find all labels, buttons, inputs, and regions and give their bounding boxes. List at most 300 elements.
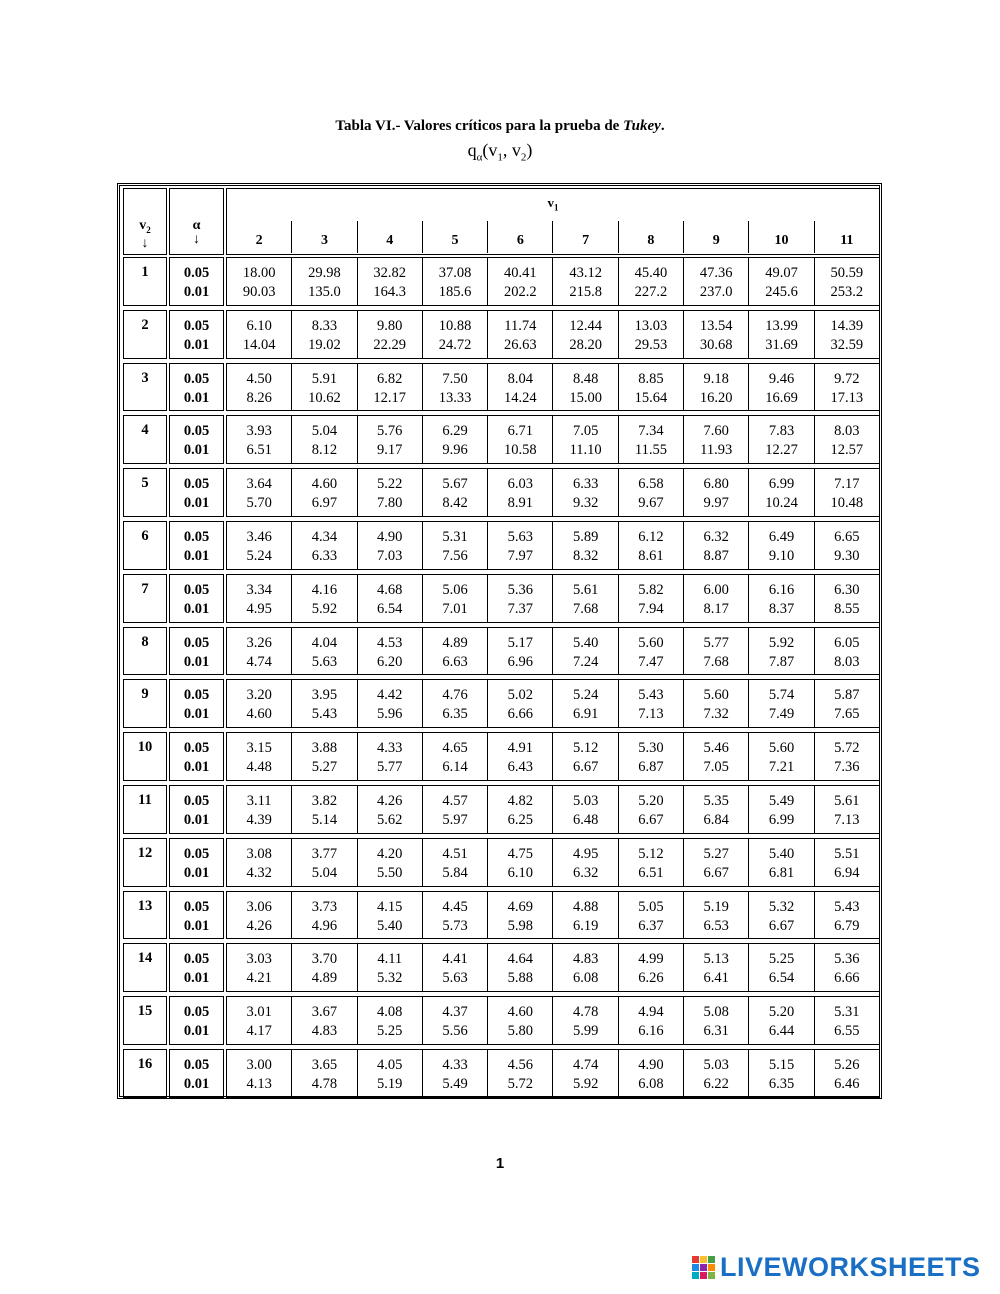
table-cell (422, 786, 487, 833)
value-05: 9.80 (377, 317, 403, 334)
value-01: 9.67 (638, 495, 664, 512)
value-01: 7.68 (703, 653, 729, 670)
table-cell (487, 364, 552, 411)
v2-cell (123, 257, 167, 306)
logo-square (700, 1256, 707, 1263)
value-01: 4.83 (311, 1023, 338, 1040)
table-cell (357, 944, 422, 991)
value-01: 5.43 (311, 706, 338, 723)
value-05: 6.32 (703, 529, 729, 545)
value-01: 15.64 (634, 389, 668, 406)
alpha-values (170, 997, 223, 1041)
value-05: 5.92 (768, 634, 795, 651)
column-header: 6 (487, 221, 552, 253)
table-row (227, 311, 879, 358)
value-01: 6.33 (311, 548, 338, 564)
value-01: 7.47 (638, 653, 664, 670)
table-cell (748, 839, 813, 886)
value-01: 12.17 (373, 389, 407, 406)
v2-cell (123, 415, 167, 464)
value-01: 6.84 (703, 812, 729, 828)
table-cell (618, 416, 683, 463)
value-01: 7.32 (703, 706, 729, 723)
value-01: 10.48 (830, 495, 864, 512)
table-cell (683, 364, 748, 411)
alpha-01: 0.01 (183, 917, 210, 934)
value-01: 5.40 (377, 917, 403, 934)
value-05: 4.90 (638, 1057, 664, 1073)
alpha-cell (169, 943, 224, 992)
value-01: 4.96 (311, 917, 338, 934)
logo-square (708, 1264, 715, 1271)
alpha-cell (169, 891, 224, 940)
value-01: 17.13 (830, 389, 864, 406)
alpha-05: 0.05 (183, 793, 210, 809)
v2-value: 11 (138, 792, 152, 808)
value-05: 5.43 (834, 898, 860, 915)
value-05: 3.08 (246, 845, 272, 862)
table-cell (422, 575, 487, 622)
table-cell (748, 522, 813, 569)
table-cell (227, 1050, 291, 1097)
v2-cell (123, 891, 167, 940)
value-01: 5.62 (377, 812, 403, 828)
column-header: 8 (618, 221, 683, 253)
value-01: 4.39 (246, 812, 272, 828)
alpha-values (170, 892, 223, 936)
table-row (227, 680, 879, 727)
table-cell (683, 575, 748, 622)
value-05: 5.26 (834, 1057, 860, 1073)
alpha-05: 0.05 (183, 1004, 210, 1021)
alpha-values (170, 416, 223, 460)
alpha-05: 0.05 (183, 317, 210, 334)
value-05: 3.65 (311, 1057, 338, 1073)
brand-text: LIVEWORKSHEETS (720, 1251, 981, 1282)
v2-cell (123, 679, 167, 728)
value-05: 5.08 (703, 1004, 729, 1021)
table-cell (618, 364, 683, 411)
alpha-05: 0.05 (183, 687, 210, 704)
table-cell (487, 944, 552, 991)
value-01: 164.3 (373, 284, 407, 300)
value-01: 5.97 (442, 812, 468, 828)
table-cell (422, 469, 487, 516)
value-01: 7.03 (377, 548, 403, 564)
value-05: 4.08 (377, 1004, 403, 1021)
table-row (227, 1050, 879, 1097)
value-01: 4.48 (246, 759, 272, 776)
alpha-01: 0.01 (183, 970, 210, 987)
value-05: 3.00 (246, 1057, 272, 1073)
value-01: 5.99 (572, 1023, 599, 1040)
value-01: 6.67 (768, 917, 795, 934)
table-cell (683, 997, 748, 1044)
table-cell (357, 628, 422, 675)
value-05: 18.00 (242, 265, 276, 281)
value-01: 4.74 (246, 653, 272, 670)
table-cell (357, 1050, 422, 1097)
page-number: 1 (495, 1155, 505, 1172)
value-05: 5.12 (638, 845, 664, 862)
value-05: 8.48 (572, 370, 599, 387)
alpha-values (170, 786, 223, 830)
value-05: 3.95 (311, 687, 338, 704)
value-05: 3.88 (311, 740, 338, 757)
value-05: 49.07 (765, 265, 798, 281)
alpha-05: 0.05 (183, 1057, 210, 1073)
column-header: 11 (814, 221, 879, 253)
table-cell (291, 522, 356, 569)
value-01: 6.44 (768, 1023, 795, 1040)
table-cell (748, 997, 813, 1044)
table-cell (552, 628, 617, 675)
table-cell (422, 1050, 487, 1097)
value-05: 5.87 (834, 687, 860, 704)
value-05: 5.03 (703, 1057, 729, 1073)
value-05: 3.20 (246, 687, 272, 704)
logo-square (700, 1264, 707, 1271)
table-cell (357, 892, 422, 939)
values-row (226, 838, 880, 887)
table-cell (748, 786, 813, 833)
alpha-01: 0.01 (183, 442, 210, 459)
v2-value: 1 (141, 264, 149, 280)
table-cell (487, 628, 552, 675)
value-05: 8.85 (638, 370, 664, 387)
values-row (226, 996, 880, 1045)
alpha-cell (169, 415, 224, 464)
table-cell (748, 892, 813, 939)
alpha-05: 0.05 (183, 423, 210, 440)
value-05: 4.53 (377, 634, 403, 651)
alpha-01: 0.01 (183, 336, 210, 353)
value-01: 6.94 (834, 864, 860, 881)
value-01: 6.51 (638, 864, 664, 881)
table-cell (748, 628, 813, 675)
value-05: 45.40 (634, 265, 668, 281)
alpha-cell (169, 996, 224, 1045)
table-row (227, 786, 879, 833)
table-cell (814, 997, 879, 1044)
v2-value: 13 (137, 897, 153, 914)
value-05: 4.91 (507, 740, 534, 757)
value-05: 10.88 (438, 317, 472, 334)
table-cell (552, 733, 617, 780)
value-01: 6.97 (311, 495, 338, 512)
formula: $q_\alpha(v_1$, $v_2$) (467, 140, 533, 164)
value-05: 4.89 (442, 634, 468, 651)
table-cell (748, 944, 813, 991)
table-cell (227, 522, 291, 569)
table-cell (748, 575, 813, 622)
value-01: 28.20 (569, 336, 602, 353)
brand-logo (692, 1252, 981, 1282)
value-01: 6.87 (638, 759, 664, 776)
table-cell (422, 839, 487, 886)
alpha-values (170, 628, 223, 672)
table-cell (683, 628, 748, 675)
value-05: 6.99 (768, 476, 795, 493)
table-cell (618, 786, 683, 833)
value-01: 6.48 (572, 812, 599, 828)
value-01: 8.61 (638, 548, 664, 564)
alpha-cell (169, 521, 224, 570)
value-01: 6.51 (246, 442, 272, 459)
column-header: 5 (422, 221, 487, 253)
value-01: 30.68 (699, 336, 733, 353)
value-05: 4.33 (442, 1057, 468, 1073)
table-cell (683, 311, 748, 358)
value-01: 7.05 (703, 759, 729, 776)
value-01: 237.0 (699, 284, 733, 300)
value-05: 5.46 (703, 740, 729, 757)
table-cell (618, 944, 683, 991)
value-05: 7.83 (768, 423, 795, 440)
column-numbers (227, 221, 879, 253)
value-01: 6.41 (703, 970, 729, 987)
value-01: 9.10 (768, 548, 795, 564)
value-05: 5.22 (377, 476, 403, 493)
values-row (226, 679, 880, 728)
logo-square (708, 1256, 715, 1263)
table-cell (618, 1050, 683, 1097)
value-01: 6.54 (768, 970, 795, 987)
value-01: 8.26 (246, 389, 272, 406)
values-row (226, 891, 880, 940)
table-cell (552, 786, 617, 833)
table-cell (683, 1050, 748, 1097)
alpha-05: 0.05 (183, 265, 210, 281)
table-cell (683, 469, 748, 516)
value-01: 5.49 (442, 1076, 468, 1092)
alpha-05: 0.05 (183, 740, 210, 757)
value-01: 7.01 (442, 600, 468, 617)
value-05: 9.18 (703, 370, 729, 387)
value-01: 6.20 (377, 653, 403, 670)
table-cell (748, 1050, 813, 1097)
value-01: 5.92 (311, 600, 338, 617)
value-01: 5.63 (311, 653, 338, 670)
table-cell (814, 311, 879, 358)
value-05: 9.72 (834, 370, 860, 387)
table-cell (814, 892, 879, 939)
table-cell (227, 628, 291, 675)
alpha-values (170, 469, 223, 513)
table-cell (227, 786, 291, 833)
value-05: 3.06 (246, 898, 272, 915)
table-cell (422, 997, 487, 1044)
v2-value: 9 (141, 686, 149, 703)
table-cell (291, 1050, 356, 1097)
value-01: 8.32 (572, 548, 599, 564)
alpha-cell (169, 310, 224, 359)
value-05: 5.76 (377, 423, 403, 440)
value-05: 6.05 (834, 634, 860, 651)
table-cell (814, 522, 879, 569)
value-01: 11.55 (634, 442, 667, 459)
table-cell (422, 258, 487, 305)
value-05: 14.39 (830, 317, 864, 334)
value-01: 6.32 (572, 864, 599, 881)
value-05: 4.82 (507, 793, 534, 809)
value-05: 4.26 (377, 793, 403, 809)
value-05: 3.26 (246, 634, 272, 651)
value-01: 5.24 (246, 548, 272, 564)
value-05: 11.74 (504, 317, 537, 334)
table-cell (487, 416, 552, 463)
value-01: 185.6 (438, 284, 472, 300)
table-cell (357, 522, 422, 569)
value-01: 6.43 (507, 759, 534, 776)
value-05: 5.91 (311, 370, 338, 387)
value-05: 5.31 (442, 529, 468, 545)
value-05: 7.50 (442, 370, 468, 387)
value-05: 9.46 (768, 370, 795, 387)
table-cell (487, 786, 552, 833)
value-01: 13.33 (438, 389, 472, 406)
value-05: 5.67 (442, 476, 468, 493)
table-cell (618, 680, 683, 727)
logo-square (692, 1264, 699, 1271)
table-cell (227, 575, 291, 622)
table-cell (227, 469, 291, 516)
value-01: 5.73 (442, 917, 468, 934)
table-cell (814, 416, 879, 463)
table-cell (552, 944, 617, 991)
value-05: 4.11 (377, 951, 403, 968)
value-05: 5.19 (703, 898, 729, 915)
value-05: 4.69 (507, 898, 534, 915)
value-05: 4.99 (638, 951, 664, 968)
value-01: 9.97 (703, 495, 729, 512)
value-05: 5.15 (768, 1057, 795, 1073)
value-01: 6.19 (572, 917, 599, 934)
value-01: 7.97 (507, 548, 534, 564)
value-05: 5.77 (703, 634, 729, 651)
table-cell (422, 680, 487, 727)
value-05: 7.17 (834, 476, 860, 493)
value-05: 3.82 (311, 793, 338, 809)
value-01: 4.89 (311, 970, 338, 987)
table-cell (357, 258, 422, 305)
value-05: 3.77 (311, 845, 338, 862)
table-cell (552, 680, 617, 727)
value-05: 5.61 (834, 793, 860, 809)
value-01: 4.21 (246, 970, 272, 987)
table-row (227, 944, 879, 991)
v2-value: 4 (141, 422, 149, 439)
value-01: 6.35 (442, 706, 468, 723)
value-05: 5.05 (638, 898, 664, 915)
value-05: 6.00 (703, 581, 729, 598)
value-05: 3.03 (246, 951, 272, 968)
value-01: 9.32 (572, 495, 599, 512)
column-header: 9 (683, 221, 748, 253)
alpha-cell (169, 838, 224, 887)
value-05: 5.35 (703, 793, 729, 809)
table-cell (552, 469, 617, 516)
table-cell (291, 416, 356, 463)
table-cell (487, 469, 552, 516)
table-cell (683, 786, 748, 833)
table-cell (814, 575, 879, 622)
value-05: 6.30 (834, 581, 860, 598)
table-cell (357, 364, 422, 411)
value-01: 8.17 (703, 600, 729, 617)
value-05: 5.43 (638, 687, 664, 704)
table-cell (552, 416, 617, 463)
v2-cell (123, 627, 167, 676)
table-cell (748, 311, 813, 358)
value-05: 3.46 (246, 529, 272, 545)
alpha-01: 0.01 (183, 864, 210, 881)
value-01: 215.8 (569, 284, 602, 300)
value-01: 6.67 (703, 864, 729, 881)
table-cell (357, 733, 422, 780)
table-cell (487, 311, 552, 358)
values-row (226, 627, 880, 676)
v2-cell (123, 996, 167, 1045)
v2-cell (123, 363, 167, 412)
value-05: 5.13 (703, 951, 729, 968)
table-cell (422, 944, 487, 991)
value-01: 4.32 (246, 864, 272, 881)
table-cell (357, 416, 422, 463)
v2-cell (123, 785, 167, 834)
table-cell (683, 522, 748, 569)
table-cell (291, 258, 356, 305)
liveworksheets-icon (692, 1256, 715, 1279)
v2-value: 5 (141, 475, 149, 492)
value-01: 6.53 (703, 917, 729, 934)
value-01: 4.78 (311, 1076, 338, 1092)
value-05: 13.99 (765, 317, 798, 334)
table-cell (422, 628, 487, 675)
value-01: 8.91 (507, 495, 534, 512)
value-05: 6.49 (768, 529, 795, 545)
value-05: 5.49 (768, 793, 795, 809)
value-05: 4.65 (442, 740, 468, 757)
value-01: 7.94 (638, 600, 664, 617)
value-01: 7.80 (377, 495, 403, 512)
alpha-cell (169, 574, 224, 623)
alpha-cell (169, 1049, 224, 1098)
value-01: 4.95 (246, 600, 272, 617)
values-row (226, 785, 880, 834)
value-01: 6.79 (834, 917, 860, 934)
values-row (226, 415, 880, 464)
value-01: 10.58 (504, 442, 537, 459)
value-01: 16.69 (765, 389, 798, 406)
table-cell (291, 892, 356, 939)
table-cell (291, 944, 356, 991)
value-05: 5.40 (572, 634, 599, 651)
alpha-values (170, 522, 223, 566)
table-cell (683, 733, 748, 780)
values-row (226, 363, 880, 412)
value-01: 5.56 (442, 1023, 468, 1040)
value-05: 4.76 (442, 687, 468, 704)
value-01: 9.30 (834, 548, 860, 564)
values-row (226, 574, 880, 623)
table-cell (227, 680, 291, 727)
value-05: 5.20 (768, 1004, 795, 1021)
value-01: 5.96 (377, 706, 403, 723)
alpha-values (170, 944, 223, 988)
value-05: 50.59 (830, 265, 864, 281)
value-05: 12.44 (569, 317, 602, 334)
